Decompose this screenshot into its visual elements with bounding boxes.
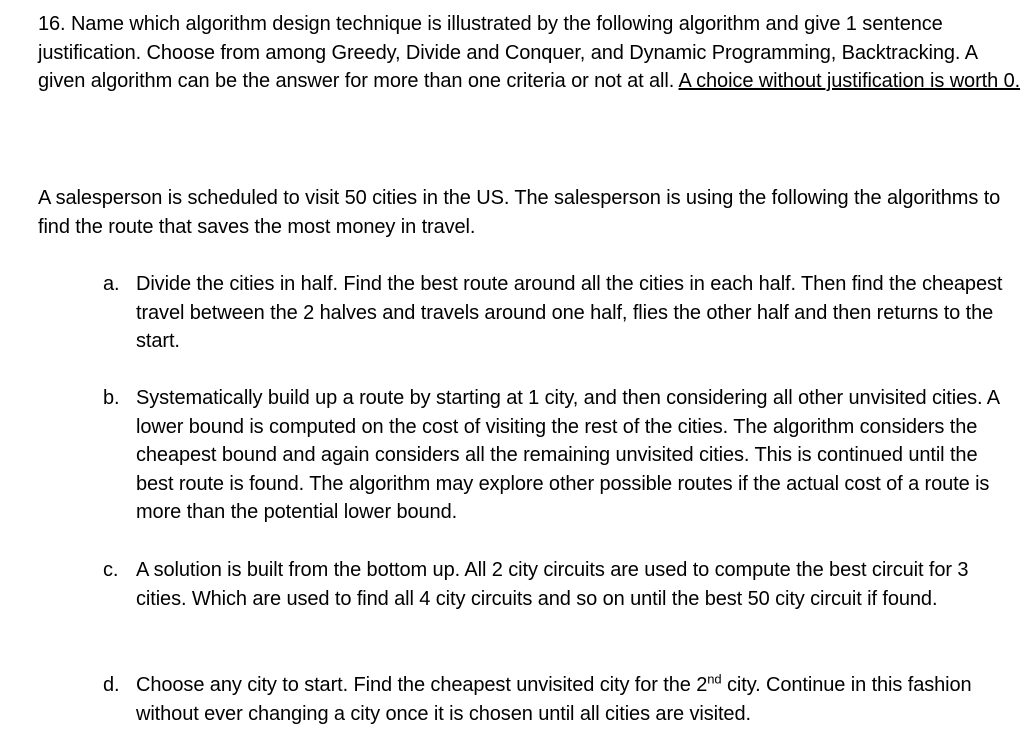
item-text (136, 671, 1016, 728)
justification-note: A choice without justification is worth 0. (678, 70, 1021, 93)
ordinal-superscript: nd (707, 671, 722, 687)
question-text: 16. Name which algorithm design technique is illustrated by the following algorithm and give 1 sentence justification. Choose from among Greedy, Divide and Conquer, and Dynamic Programming, Backtracking. A given algorithm can be the answer for more than one criteria or not at all. (38, 13, 977, 93)
item-letter: a. (103, 273, 120, 295)
question-prompt (38, 10, 1028, 96)
item-text: Divide the cities in half. Find the best route around all the cities in each half. Then find the cheapest travel between the 2 halves and travels around one half, flies the other half and then returns to the start. (136, 273, 1003, 353)
item-letter: b. (103, 387, 120, 409)
item-text-after: city. Continue in this fashion without ever changing a city once it is chosen until all cities are visited. (136, 674, 972, 725)
item-letter: c. (103, 559, 119, 581)
item-text: Systematically build up a route by starting at 1 city, and then considering all other unvisited cities. A lower bound is computed on the cost of visiting the rest of the cities. The algorithm considers the cheapest bound and again considers all the remaining unvisited cities. This is continued until the best route is found. The algorithm may explore other possible routes if the actual cost of a route is more than the potential lower bound. (136, 387, 999, 524)
scenario-text: A salesperson is scheduled to visit 50 cities in the US. The salesperson is using the following the algorithms to find the route that saves the most money in travel. (38, 187, 1001, 238)
item-text-before: Choose any city to start. Find the cheapest unvisited city for the 2 (136, 674, 708, 696)
item-letter: d. (103, 674, 120, 696)
item-text: A solution is built from the bottom up. All 2 city circuits are used to compute the best circuit for 3 cities. Which are used to find all 4 city circuits and so on until the best 50 city circuit if found. (136, 559, 969, 610)
